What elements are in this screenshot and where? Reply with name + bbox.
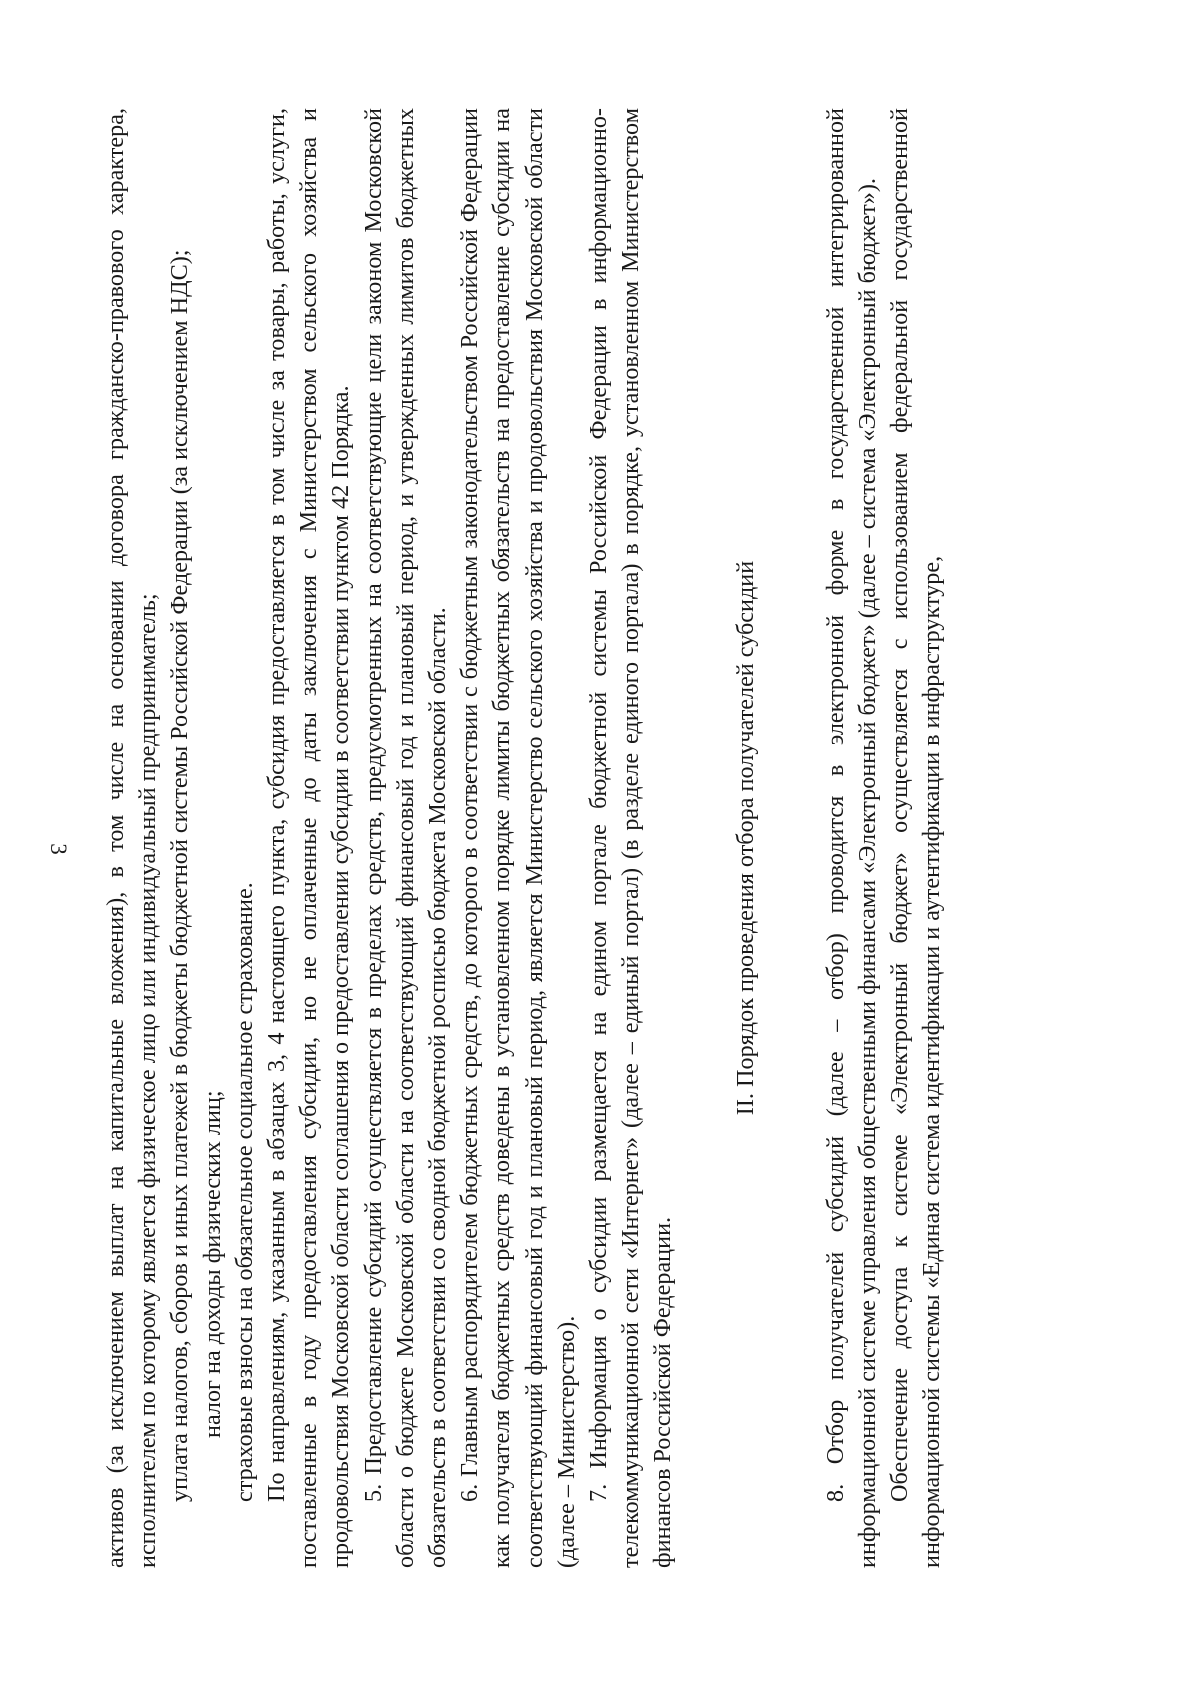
page-number: 3 (45, 843, 71, 855)
paragraph: налог на доходы физических лиц; (198, 1090, 226, 1438)
paragraph: 5. Предоставление субсидий осуществляется в пределах средств, предусмотренных на соответствующие цели законом Московской области о бюджете Московской области на соответствующий финансовый год и плановый период, и утвержденных лимитов бюджетных обязательств в соответствии со сводной бюджетной росписью бюджета Московской области. (359, 108, 452, 1568)
paragraph: 7. Информация о субсидии размещается на едином портале бюджетной системы Российской Федерации в информационно-телекоммуникационной сети «Интернет» (далее – единый портал) (в разделе единого портала) в порядке, установленном Министерством финансов Российской Федерации. (585, 108, 677, 1568)
paragraph: уплата налогов, сборов и иных платежей в бюджеты бюджетной системы Российской Федерации (за исключением НДС); (166, 249, 194, 1502)
section-heading: II. Порядок проведения отбора получателей субсидий (731, 560, 759, 1116)
document-text (100, 108, 949, 1568)
paragraph: активов (за исключением выплат на капитальные вложения), в том числе на основании договора гражданско-правового характера, исполнителем по которому является физическое лицо или индивидуальный предприниматель; (102, 108, 162, 1568)
paragraph: Обеспечение доступа к системе «Электронный бюджет» осуществляется с использованием федеральной государственной информационной системы «Единая система идентификации и аутентификации в инфраструктуре, (886, 108, 946, 1568)
rotated-page-body (100, 108, 1060, 1568)
paragraph: 6. Главным распорядителем бюджетных средств, до которого в соответствии с бюджетным законодательством Российской Федерации как получателя бюджетных средств доведены в установленном порядке лимиты бюджетных обязательств на предоставление субсидии на соответствующий финансовый год и плановый период, является Министерство сельского хозяйства и продовольствия Московской области (далее – Министерство). (456, 108, 580, 1568)
paragraph: 8. Отбор получателей субсидий (далее – отбор) проводится в электронной форме в государственной интегрированной информационной системе управления общественными финансами «Электронный бюджет» (далее – система «Электронный бюджет»). (821, 108, 882, 1568)
paragraph: По направлениям, указанным в абзацах 3, 4 настоящего пункта, субсидия предоставляется в том числе за товары, работы, услуги, поставленные в году предоставления субсидии, но не оплаченные до даты заключения с Министерством сельского хозяйства и продовольствия Московской области соглашения о предоставлении субсидии в соответствии пунктом 42 Порядка. (263, 108, 355, 1568)
paragraph: страховые взносы на обязательное социальное страхование. (230, 882, 258, 1502)
